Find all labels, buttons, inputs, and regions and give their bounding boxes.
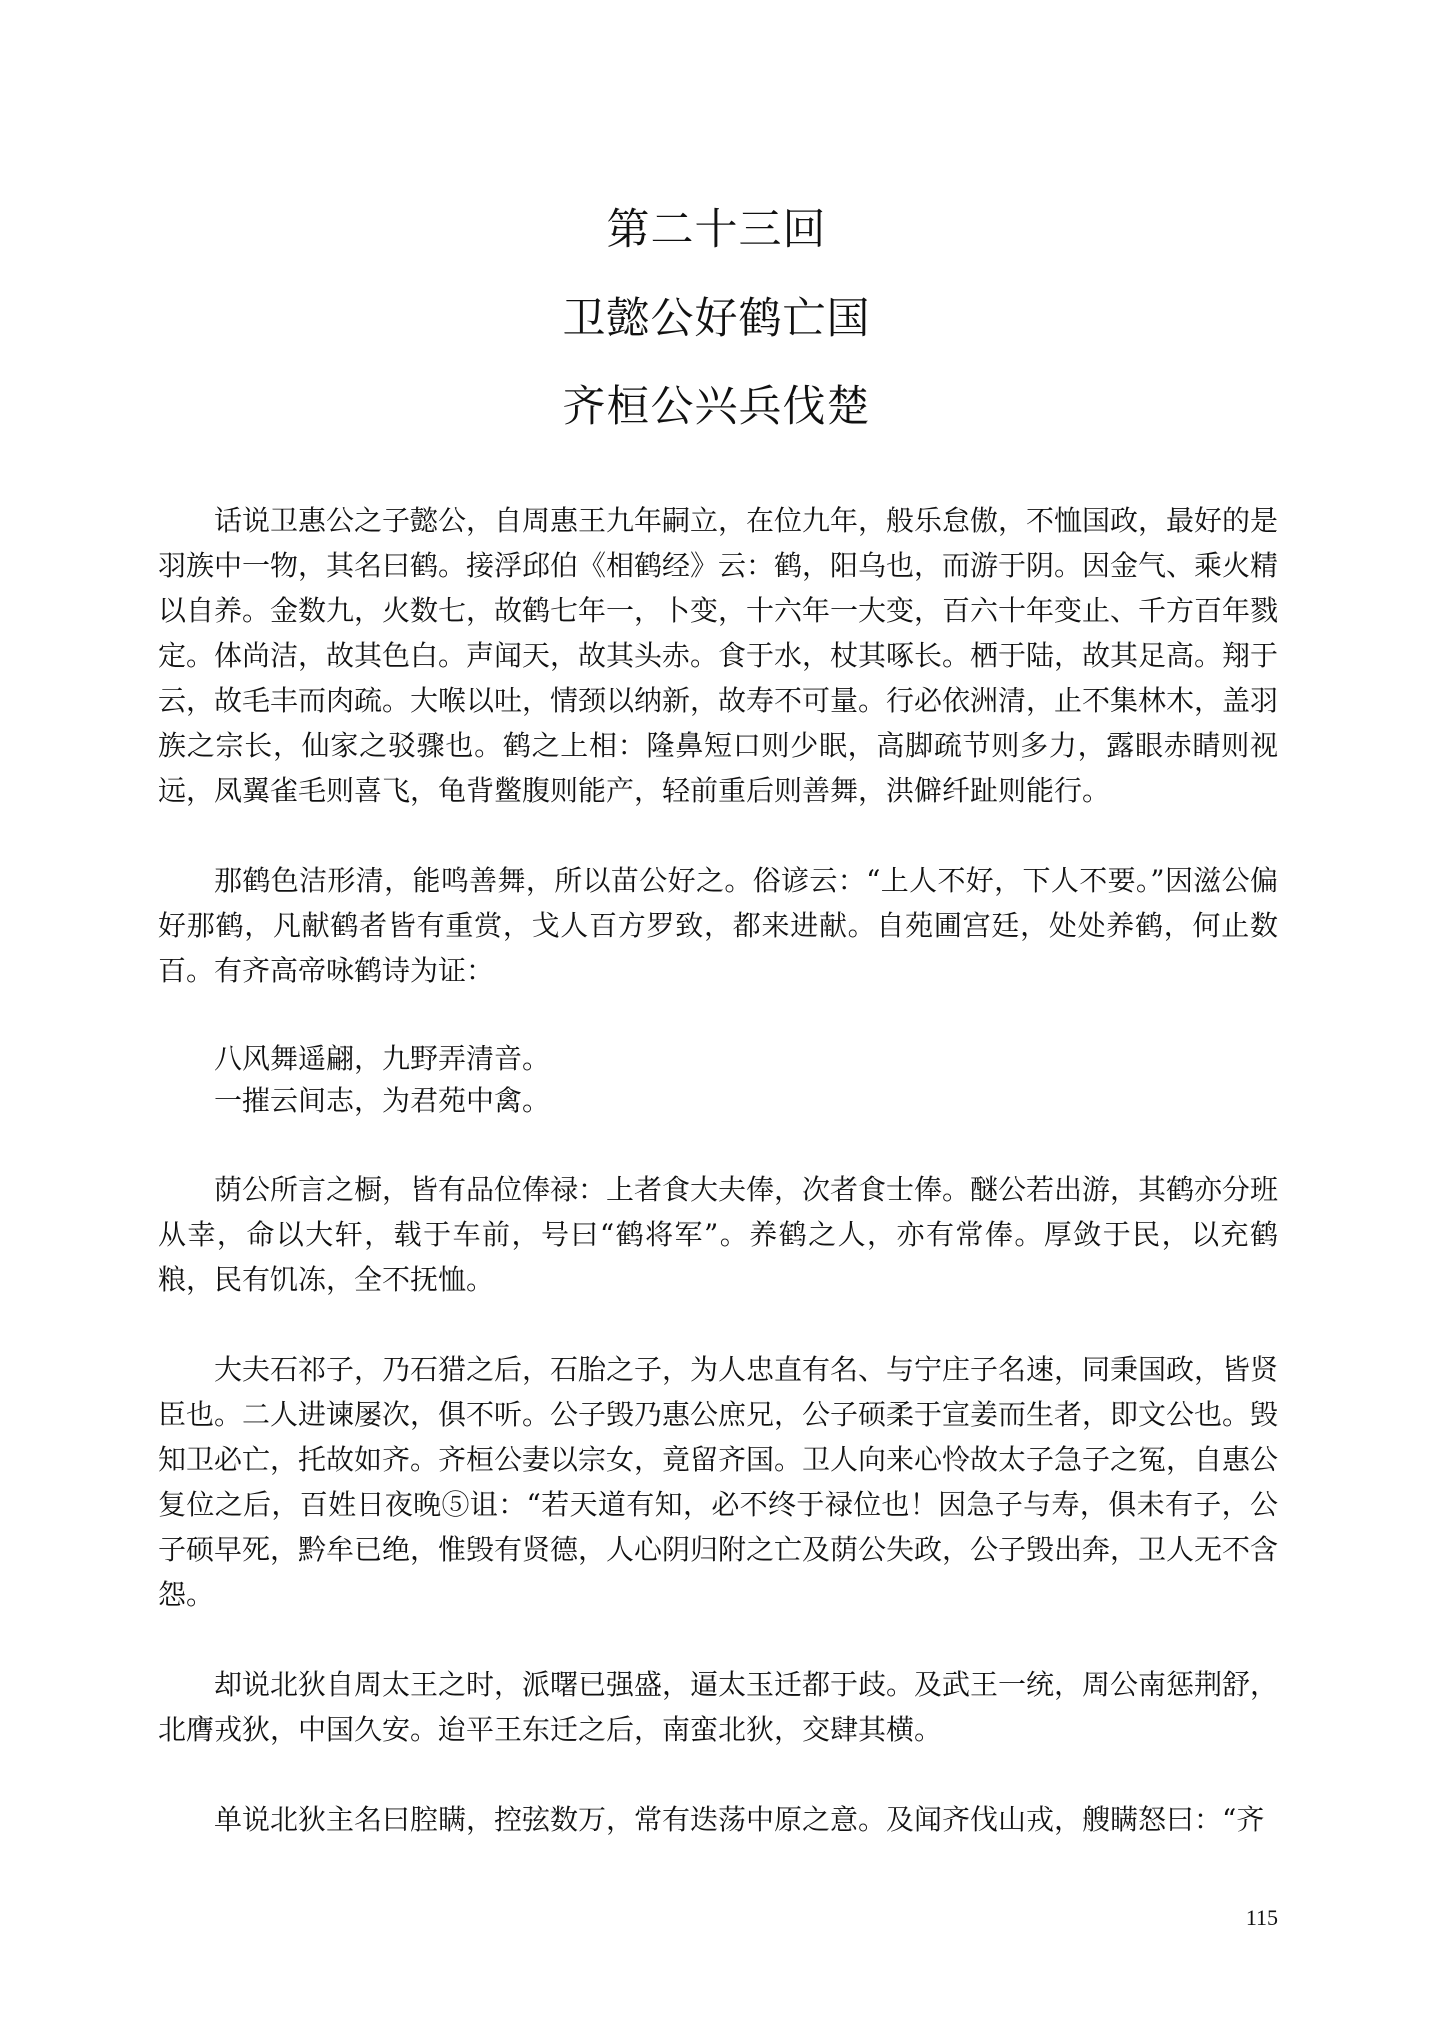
poem — [158, 1038, 1278, 1122]
paragraph: 荫公所言之橱，皆有品位俸禄：上者食大夫俸，次者食士俸。醚公若出游，其鹤亦分班从幸，命以大轩，载于车前，号曰“鹤将军”。养鹤之人，亦有常俸。厚敛于民，以充鹤粮，民有饥冻，全不抚恤。 — [158, 1173, 1279, 1296]
chapter-body — [158, 498, 1278, 1842]
paragraph: 却说北狄自周太王之时，派曙已强盛，逼太玉迁都于歧。及武王一统，周公南惩荆舒，北膺戎狄，中国久安。迨平王东迁之后，南蛮北狄，交肆其横。 — [158, 1668, 1279, 1746]
paragraph: 话说卫惠公之子懿公，自周惠王九年嗣立，在位九年，般乐怠傲，不恤国政，最好的是羽族中一物，其名曰鹤。接浮邱伯《相鹤经》云：鹤，阳乌也，而游于阴。因金气、乘火精以自养。金数九，火数七，故鹤七年一，卜变，十六年一大变，百六十年变止、千方百年戮定。体尚洁，故其色白。声闻天，故其头赤。食于水，杖其啄长。栖于陆，故其足高。翔于云，故毛丰而肉疏。大喉以吐，情颈以纳新，故寿不可量。行必依洲清，止不集林木，盖羽族之宗长，仙家之驳骤也。鹤之上相：隆鼻短口则少眠，高脚疏节则多力，露眼赤睛则视远，凤翼雀毛则喜飞，龟背鳖腹则能产，轻前重后则善舞，洪僻纤趾则能行。 — [158, 504, 1279, 807]
paragraph: 单说北狄主名曰腔瞒，控弦数万，常有迭荡中原之意。及闻齐伐山戎，艘瞒怒曰：“齐 — [214, 1803, 1265, 1836]
paragraph: 那鹤色洁形清，能鸣善舞，所以苗公好之。俗谚云：“上人不好，下人不要。”因滋公偏好那鹤，凡献鹤者皆有重赏，戈人百方罗致，都来进献。自苑圃宫廷，处处养鹤，何止数百。有齐高帝咏鹤诗为证： — [158, 864, 1278, 987]
page-number: 115 — [1245, 1905, 1278, 1930]
chapter-heading — [0, 205, 1433, 432]
chapter-number: 第二十三回 — [606, 205, 827, 255]
poem-line: 一摧云间志，为君苑中禽。 — [214, 1084, 551, 1117]
paragraph: 大夫石祁子，乃石猎之后，石胎之子，为人忠直有名、与宁庄子名速，同秉国政，皆贤臣也。二人进谏屡次，俱不听。公子毁乃惠公庶兄，公子硕柔于宣姜而生者，即文公也。毁知卫必亡，托故如齐。齐桓公妻以宗女，竟留齐国。卫人向来心怜故太子急子之冤，自惠公复位之后，百姓日夜晚⑤诅：“若天道有知，必不终于禄位也！因急子与寿，俱未有子，公子硕早死，黔牟已绝，惟毁有贤德，人心阴归附之亡及荫公失政，公子毁出奔，卫人无不含怨。 — [158, 1353, 1279, 1611]
poem-line: 八风舞遥翩，九野弄清音。 — [214, 1042, 551, 1075]
chapter-title-line-1: 卫懿公好鹤亡国 — [562, 294, 871, 344]
chapter-title-line-2: 齐桓公兴兵伐楚 — [562, 382, 871, 432]
